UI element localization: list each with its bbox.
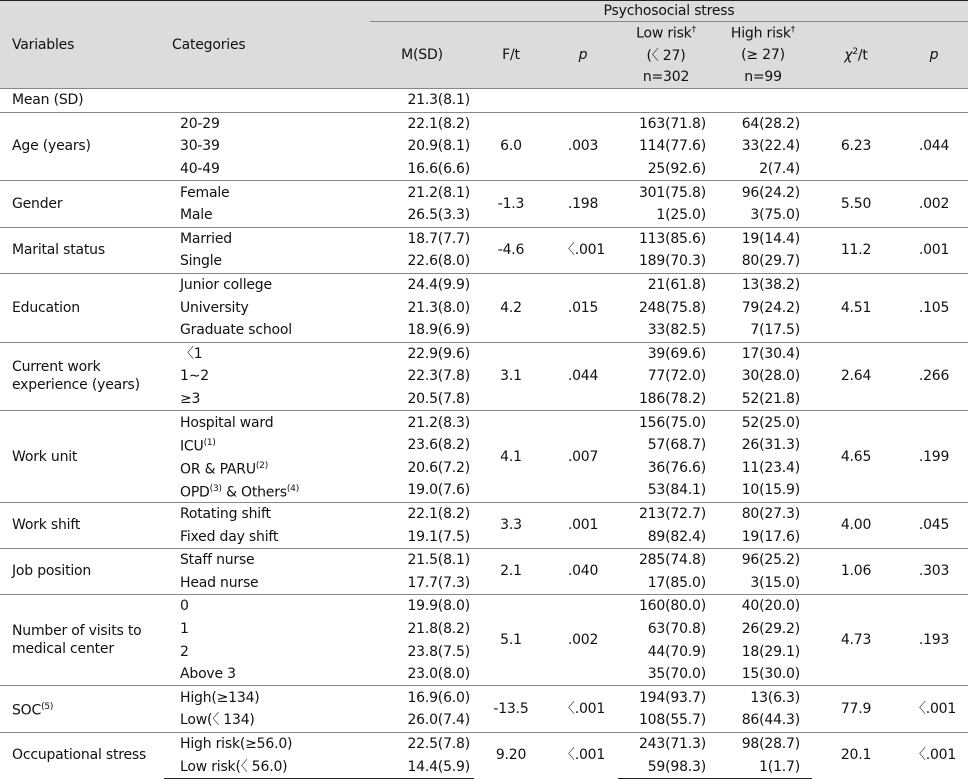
category-label: ≥3 <box>180 391 201 408</box>
category-cell <box>164 686 370 709</box>
category-label: Female <box>180 184 230 201</box>
mean-sd-cell: 19.0(7.6) <box>407 482 470 499</box>
category-cell <box>164 135 370 158</box>
category-label: 1∼2 <box>180 368 209 385</box>
mean-sd-cell: 22.6(8.0) <box>407 253 470 270</box>
mean-sd-cell: 21.8(8.2) <box>407 620 470 637</box>
high-risk-cell: 18(29.1) <box>741 643 800 660</box>
chi-superscript: 2 <box>852 46 858 57</box>
category-cell <box>164 502 370 525</box>
p-value-2-cell: .303 <box>900 548 968 594</box>
mean-sd-cell: 24.4(9.9) <box>370 273 474 296</box>
low-risk-cell: 213(72.7) <box>618 502 714 525</box>
variable-label: Education <box>12 299 80 316</box>
category-label: High risk(≥56.0) <box>180 735 293 752</box>
category-label: Low(〈 134) <box>180 712 255 729</box>
low-risk-cell: 113(85.6) <box>618 227 714 250</box>
f-t-cell: 2.1 <box>474 548 548 594</box>
variable-cell <box>0 502 164 548</box>
category-cell <box>164 365 370 388</box>
low-risk-cell: 108(55.7) <box>638 712 706 729</box>
p-value-cell: .002 <box>548 595 618 686</box>
category-label: Male <box>180 207 213 224</box>
table-row <box>0 89 968 113</box>
variable-cell <box>0 548 164 594</box>
high-risk-cell: 26(29.2) <box>741 620 800 637</box>
category-cell <box>164 663 370 686</box>
variable-label: Work shift <box>12 517 81 534</box>
category-footnote: (3) <box>209 483 222 494</box>
variable-label: Work unit <box>12 448 78 465</box>
high-risk-cell: 52(25.0) <box>714 411 812 434</box>
mean-sd-cell: 22.1(8.2) <box>370 112 474 135</box>
low-risk-cell: 285(74.8) <box>618 548 714 571</box>
category-footnote: (1) <box>203 438 216 449</box>
table-row <box>0 686 968 709</box>
low-risk-cell: 59(98.3) <box>618 755 714 778</box>
header-p: p <box>578 47 588 63</box>
p-value-cell: 〈.001 <box>548 686 618 732</box>
variable-label: Gender <box>12 195 63 212</box>
category-cell <box>164 227 370 250</box>
category-label: OR & PARU <box>180 461 256 478</box>
high-risk-cell: 3(15.0) <box>750 574 800 591</box>
variable-cell <box>0 342 164 411</box>
p-value-2-cell: 〈.001 <box>900 732 968 778</box>
mean-sd-cell: 20.9(8.1) <box>407 138 470 155</box>
header-high-risk <box>714 22 812 45</box>
low-risk-cell <box>618 89 714 113</box>
p-value-cell: .198 <box>548 181 618 227</box>
f-t-cell <box>474 89 548 113</box>
low-risk-cell: 243(71.3) <box>618 732 714 755</box>
p-value-cell: 〈.001 <box>548 227 618 273</box>
category-cell <box>164 89 370 113</box>
low-risk-cell: 57(68.7) <box>647 437 706 454</box>
header-psychosocial-stress: Psychosocial stress <box>370 1 968 22</box>
category-cell <box>164 181 370 204</box>
category-cell <box>164 158 370 181</box>
variable-footnote: (5) <box>41 702 54 713</box>
category-cell <box>164 411 370 434</box>
variable-label: Marital status <box>12 242 105 259</box>
variable-cell <box>0 411 164 502</box>
low-risk-label: Low risk <box>636 25 692 42</box>
header-high-risk-n: n=99 <box>744 69 782 85</box>
category-label: 40-49 <box>180 161 220 178</box>
category-cell <box>164 388 370 411</box>
low-risk-cell: 160(80.0) <box>618 595 714 618</box>
mean-sd-cell: 22.3(7.8) <box>407 368 470 385</box>
chi-tail: /t <box>857 47 868 64</box>
category-label: 2 <box>180 643 189 660</box>
mean-sd-cell: 16.6(6.6) <box>407 161 470 178</box>
category-label: OPD <box>180 484 210 501</box>
high-risk-dagger: † <box>790 24 796 35</box>
p-value-cell: .007 <box>548 411 618 502</box>
variable-label: Job position <box>12 563 92 580</box>
p-value-2-cell: .045 <box>900 502 968 548</box>
table-row <box>0 732 968 755</box>
high-risk-cell: 80(29.7) <box>741 253 800 270</box>
table-row <box>0 502 968 525</box>
category-label-cont: & Others <box>221 484 287 501</box>
low-risk-cell: 25(92.6) <box>647 161 706 178</box>
category-cell <box>164 296 370 319</box>
variable-cell <box>0 89 164 113</box>
mean-sd-cell: 23.6(8.2) <box>407 437 470 454</box>
p-value-cell: .044 <box>548 342 618 411</box>
f-t-cell: 5.1 <box>474 595 548 686</box>
high-risk-cell: 13(6.3) <box>714 686 812 709</box>
category-cell <box>164 525 370 548</box>
variable-label: Occupational stress <box>12 747 147 764</box>
category-label: 30-39 <box>180 138 220 155</box>
category-label: 0 <box>180 598 189 615</box>
variable-label: Age (years) <box>12 138 91 155</box>
variable-label: Number of visits to medical center <box>12 623 142 658</box>
category-cell <box>164 755 370 778</box>
f-t-cell: 9.20 <box>474 732 548 778</box>
table-row <box>0 227 968 250</box>
header-p2: p <box>929 47 939 63</box>
category-label: Fixed day shift <box>180 528 279 545</box>
mean-sd-cell: 26.0(7.4) <box>407 712 470 729</box>
high-risk-cell: 13(38.2) <box>714 273 812 296</box>
mean-sd-cell: 17.7(7.3) <box>407 574 470 591</box>
chi-square-cell: 5.50 <box>812 181 900 227</box>
f-t-cell: 3.3 <box>474 502 548 548</box>
chi-square-cell <box>812 89 900 113</box>
variable-label: Mean (SD) <box>12 92 84 109</box>
chi-symbol: χ <box>844 47 853 64</box>
category-label: ICU <box>180 439 204 456</box>
high-risk-cell: 86(44.3) <box>741 712 800 729</box>
category-cell <box>164 434 370 457</box>
high-risk-cell: 15(30.0) <box>741 666 800 683</box>
high-risk-cell: 30(28.0) <box>741 368 800 385</box>
low-risk-cell: 156(75.0) <box>618 411 714 434</box>
category-cell <box>164 342 370 365</box>
chi-square-cell: 4.51 <box>812 273 900 342</box>
high-risk-cell: 33(22.4) <box>741 138 800 155</box>
low-risk-cell: 301(75.8) <box>618 181 714 204</box>
variable-cell <box>0 732 164 778</box>
category-cell <box>164 457 370 480</box>
category-label: Low risk(〈 56.0) <box>180 758 288 775</box>
category-label: 20-29 <box>180 115 220 132</box>
f-t-cell: 4.1 <box>474 411 548 502</box>
category-label: Hospital ward <box>180 414 274 431</box>
mean-sd-cell: 26.5(3.3) <box>407 207 470 224</box>
table-row <box>0 548 968 571</box>
low-risk-cell: 89(82.4) <box>647 528 706 545</box>
category-cell <box>164 640 370 663</box>
category-label: Married <box>180 230 232 247</box>
table-row <box>0 411 968 434</box>
variable-cell <box>0 686 164 732</box>
p-value-2-cell: .199 <box>900 411 968 502</box>
variable-cell <box>0 595 164 686</box>
high-risk-cell: 79(24.2) <box>741 299 800 316</box>
header-high-risk-threshold: (≥ 27) <box>741 47 785 63</box>
header-variables: Variables <box>12 36 75 53</box>
category-label: 1 <box>180 620 189 637</box>
mean-sd-cell: 22.9(9.6) <box>370 342 474 365</box>
category-cell <box>164 319 370 342</box>
f-t-cell: 4.2 <box>474 273 548 342</box>
table-body <box>0 89 968 779</box>
mean-sd-cell: 22.1(8.2) <box>370 502 474 525</box>
high-risk-cell: 40(20.0) <box>714 595 812 618</box>
high-risk-cell: 2(7.4) <box>759 161 800 178</box>
p-value-cell <box>548 89 618 113</box>
high-risk-cell: 11(23.4) <box>741 459 800 476</box>
low-risk-cell: 21(61.8) <box>618 273 714 296</box>
high-risk-cell: 96(24.2) <box>714 181 812 204</box>
high-risk-cell: 1(1.7) <box>714 755 812 778</box>
low-risk-cell: 63(70.8) <box>647 620 706 637</box>
high-risk-cell: 96(25.2) <box>714 548 812 571</box>
header-chi-square <box>812 22 900 89</box>
chi-square-cell: 1.06 <box>812 548 900 594</box>
category-cell <box>164 571 370 594</box>
low-risk-cell: 77(72.0) <box>647 368 706 385</box>
mean-sd-cell: 18.7(7.7) <box>370 227 474 250</box>
low-risk-cell: 189(70.3) <box>638 253 706 270</box>
p-value-cell: .040 <box>548 548 618 594</box>
p-value-2-cell: .266 <box>900 342 968 411</box>
mean-sd-cell: 18.9(6.9) <box>407 322 470 339</box>
table-row <box>0 273 968 296</box>
table-row <box>0 595 968 618</box>
f-t-cell: -4.6 <box>474 227 548 273</box>
low-risk-cell: 33(82.5) <box>647 322 706 339</box>
category-cell <box>164 709 370 732</box>
mean-sd-cell: 14.4(5.9) <box>370 755 474 778</box>
chi-square-cell: 20.1 <box>812 732 900 778</box>
table-row <box>0 342 968 365</box>
header-ft: F/t <box>502 47 520 63</box>
table-header <box>0 1 968 89</box>
chi-square-cell: 11.2 <box>812 227 900 273</box>
high-risk-cell: 19(14.4) <box>714 227 812 250</box>
category-label: Single <box>180 253 222 270</box>
p-value-2-cell: .193 <box>900 595 968 686</box>
chi-square-cell: 77.9 <box>812 686 900 732</box>
p-value-2-cell: 〈.001 <box>900 686 968 732</box>
mean-sd-cell: 16.9(6.0) <box>370 686 474 709</box>
f-t-cell: 3.1 <box>474 342 548 411</box>
low-risk-cell: 35(70.0) <box>647 666 706 683</box>
p-value-cell: .015 <box>548 273 618 342</box>
low-risk-cell: 194(93.7) <box>618 686 714 709</box>
header-low-risk-threshold: (〈 27) <box>646 48 686 64</box>
category-label: Rotating shift <box>180 505 271 522</box>
high-risk-cell <box>714 89 812 113</box>
header-categories: Categories <box>172 36 246 53</box>
high-risk-cell: 26(31.3) <box>741 437 800 454</box>
low-risk-cell: 17(85.0) <box>647 574 706 591</box>
high-risk-cell: 3(75.0) <box>750 207 800 224</box>
p-value-2-cell: .044 <box>900 112 968 181</box>
category-label: Junior college <box>180 277 272 294</box>
mean-sd-cell: 21.2(8.1) <box>370 181 474 204</box>
chi-square-cell: 4.65 <box>812 411 900 502</box>
mean-sd-cell: 21.3(8.1) <box>370 89 474 113</box>
p-value-2-cell: .001 <box>900 227 968 273</box>
variable-label: Current work experience (years) <box>12 359 140 394</box>
chi-square-cell: 4.00 <box>812 502 900 548</box>
variable-cell <box>0 181 164 227</box>
table-row <box>0 112 968 135</box>
category-label: Graduate school <box>180 322 292 339</box>
category-label: High(≥134) <box>180 689 260 706</box>
variable-cell <box>0 227 164 273</box>
f-t-cell: 6.0 <box>474 112 548 181</box>
mean-sd-cell: 20.5(7.8) <box>407 391 470 408</box>
low-risk-cell: 114(77.6) <box>638 138 706 155</box>
high-risk-cell: 7(17.5) <box>750 322 800 339</box>
mean-sd-cell: 19.1(7.5) <box>407 528 470 545</box>
p-value-cell: .001 <box>548 502 618 548</box>
category-cell <box>164 250 370 273</box>
header-low-risk-n: n=302 <box>642 69 690 85</box>
chi-square-cell: 6.23 <box>812 112 900 181</box>
p-value-2-cell: .105 <box>900 273 968 342</box>
high-risk-cell: 64(28.2) <box>714 112 812 135</box>
category-cell <box>164 618 370 641</box>
category-footnote: (2) <box>255 460 269 471</box>
high-risk-cell: 17(30.4) <box>714 342 812 365</box>
high-risk-cell: 80(27.3) <box>714 502 812 525</box>
low-risk-cell: 36(76.6) <box>647 459 706 476</box>
category-label: University <box>180 299 249 316</box>
category-footnote: (4) <box>286 483 300 494</box>
f-t-cell: -13.5 <box>474 686 548 732</box>
low-risk-cell: 53(84.1) <box>647 482 706 499</box>
high-risk-cell: 52(21.8) <box>741 391 800 408</box>
mean-sd-cell: 23.0(8.0) <box>407 666 470 683</box>
mean-sd-cell: 20.6(7.2) <box>407 459 470 476</box>
category-cell <box>164 479 370 502</box>
header-low-risk <box>618 22 714 45</box>
category-cell <box>164 732 370 755</box>
category-cell <box>164 595 370 618</box>
header-msd: M(SD) <box>401 47 443 63</box>
category-label: Staff nurse <box>180 552 255 569</box>
f-t-cell: -1.3 <box>474 181 548 227</box>
mean-sd-cell: 21.2(8.3) <box>370 411 474 434</box>
low-risk-dagger: † <box>691 24 696 35</box>
p-value-2-cell <box>900 89 968 113</box>
low-risk-cell: 1(25.0) <box>656 207 706 224</box>
chi-square-cell: 4.73 <box>812 595 900 686</box>
category-label: Head nurse <box>180 574 259 591</box>
variable-label: SOC <box>12 702 42 719</box>
mean-sd-cell: 21.3(8.0) <box>407 299 470 316</box>
low-risk-cell: 163(71.8) <box>618 112 714 135</box>
high-risk-cell: 98(28.7) <box>714 732 812 755</box>
low-risk-cell: 44(70.9) <box>647 643 706 660</box>
mean-sd-cell: 23.8(7.5) <box>407 643 470 660</box>
mean-sd-cell: 19.9(8.0) <box>370 595 474 618</box>
p-value-cell: 〈.001 <box>548 732 618 778</box>
p-value-2-cell: .002 <box>900 181 968 227</box>
category-cell <box>164 273 370 296</box>
table-row <box>0 181 968 204</box>
high-risk-cell: 10(15.9) <box>741 482 800 499</box>
low-risk-cell: 39(69.6) <box>618 342 714 365</box>
mean-sd-cell: 21.5(8.1) <box>370 548 474 571</box>
variable-cell <box>0 112 164 181</box>
category-cell <box>164 548 370 571</box>
chi-square-cell: 2.64 <box>812 342 900 411</box>
category-label: 〈1 <box>180 345 203 362</box>
variable-cell <box>0 273 164 342</box>
category-cell <box>164 204 370 227</box>
category-label: Above 3 <box>180 666 236 683</box>
p-value-cell: .003 <box>548 112 618 181</box>
high-risk-label: High risk <box>730 25 791 42</box>
low-risk-cell: 186(78.2) <box>638 391 706 408</box>
low-risk-cell: 248(75.8) <box>638 299 706 316</box>
category-cell <box>164 112 370 135</box>
mean-sd-cell: 22.5(7.8) <box>370 732 474 755</box>
high-risk-cell: 19(17.6) <box>741 528 800 545</box>
